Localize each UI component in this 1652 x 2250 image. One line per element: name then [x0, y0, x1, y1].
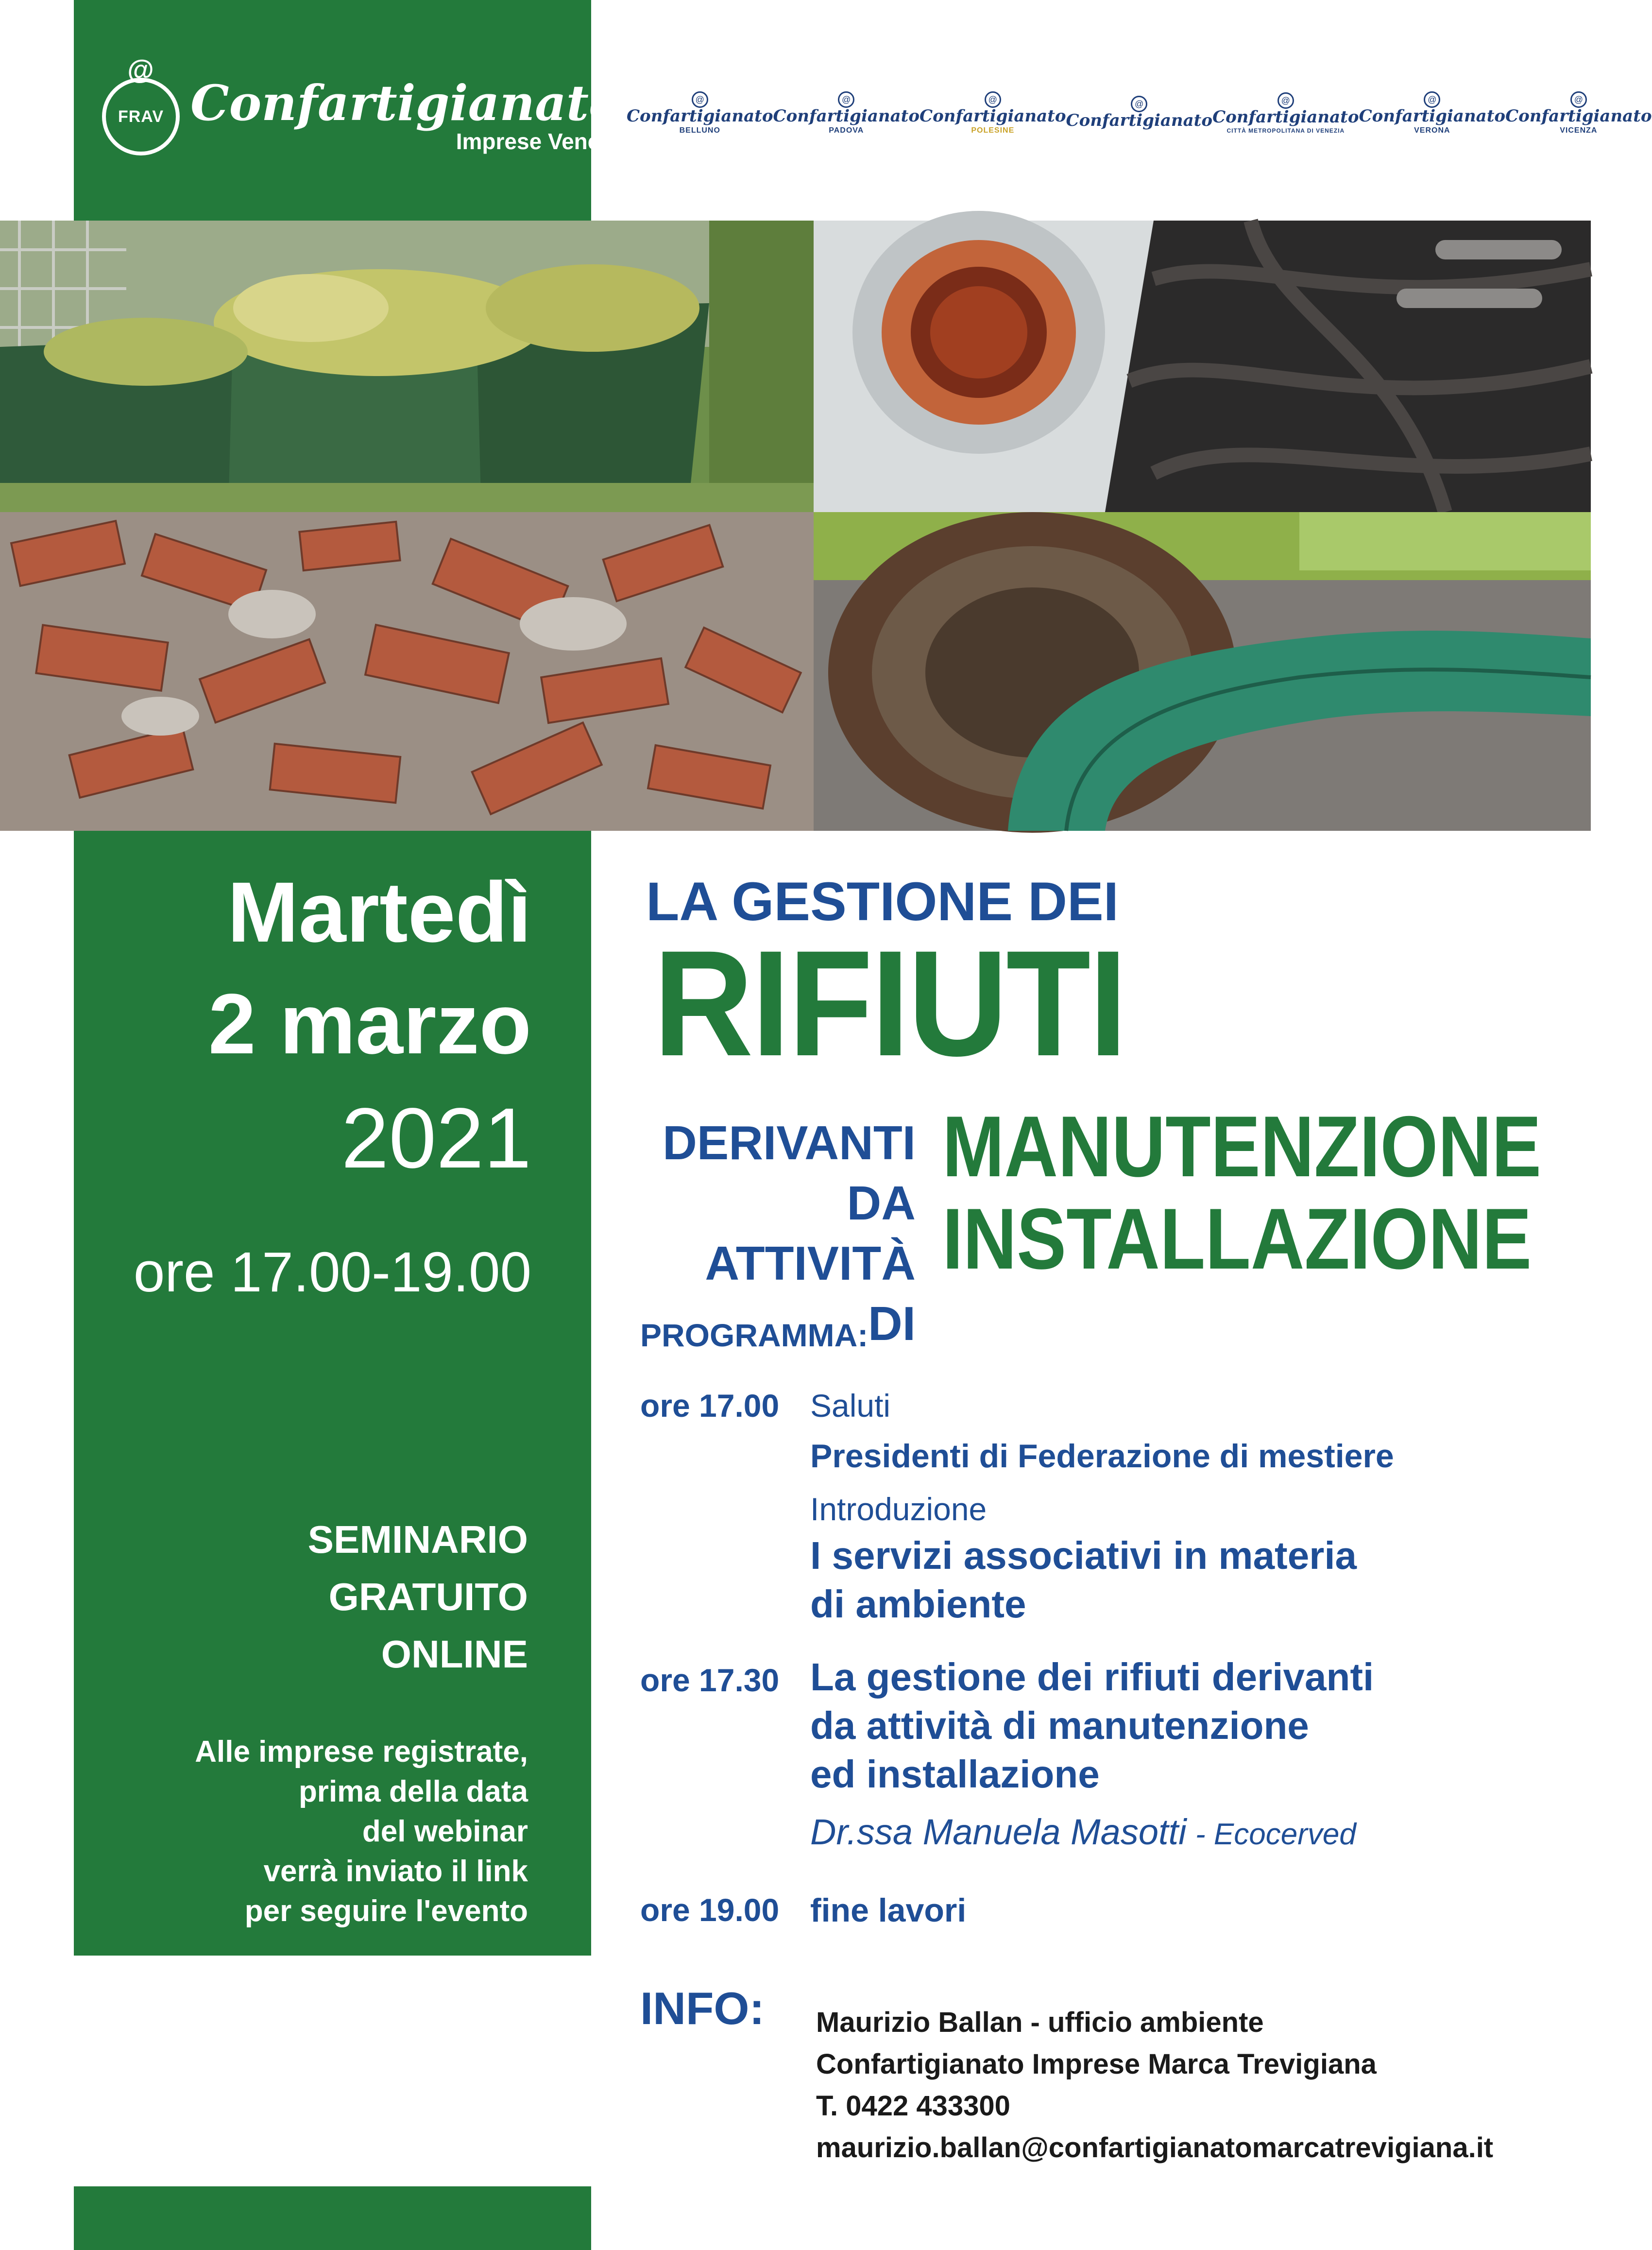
- contact-organization: Confartigianato Imprese Marca Trevigiana: [816, 2048, 1377, 2080]
- seminar-label: SEMINARIO GRATUITO ONLINE: [307, 1518, 528, 1676]
- contact-phone[interactable]: T. 0422 433300: [816, 2090, 1010, 2122]
- photo-green-hose: [814, 512, 1591, 831]
- partner-logo-vicenza: @ Confartigianato VICENZA: [1505, 108, 1652, 135]
- contact-name: Maurizio Ballan - ufficio ambiente: [816, 2007, 1264, 2038]
- program-time: ore 19.00: [640, 1892, 780, 1928]
- program-time: ore 17.00: [640, 1388, 780, 1424]
- contact-email[interactable]: maurizio.ballan@confartigianatomarcatrevigiana.it: [816, 2132, 1494, 2164]
- program-item-title: Presidenti di Federazione di mestiere: [810, 1438, 1394, 1475]
- program-item-title: La gestione dei rifiuti derivanti da attività di manutenzione ed installazione: [810, 1655, 1374, 1796]
- photo-green-waste-bags: [0, 221, 814, 512]
- partner-logo-venezia: @ Confartigianato CITTÀ METROPOLITANA DI VENEZIA: [1212, 109, 1359, 134]
- title-top: LA GESTIONE DEI: [646, 871, 1119, 932]
- title-subtitle-right: MANUTENZIONE INSTALLAZIONE: [942, 1098, 1542, 1287]
- event-date: 2 marzo: [208, 977, 531, 1072]
- footer-band: [74, 2186, 591, 2250]
- confartigianato-veneto-logo: [102, 74, 621, 155]
- photo-pipes-and-cables: [814, 221, 1591, 512]
- program-time: ore 17.30: [640, 1662, 780, 1698]
- title-subtitle-left: DERIVANTI DA ATTIVITÀ DI: [663, 1116, 916, 1350]
- program-item-label: Introduzione: [810, 1491, 987, 1527]
- program-heading: PROGRAMMA:: [640, 1317, 869, 1353]
- partner-logo-treviso: @ Confartigianato: [1066, 112, 1213, 131]
- program-item-title: I servizi associativi in materia di ambiente: [810, 1534, 1357, 1626]
- photo-brick-rubble: [0, 512, 814, 831]
- partner-logo-polesine: @ Confartigianato POLESINE: [920, 108, 1066, 135]
- partner-logo-verona: @ Confartigianato VERONA: [1359, 108, 1506, 135]
- event-day: Martedì: [227, 865, 531, 960]
- program-item-label: Saluti: [810, 1388, 891, 1424]
- program-speaker: Dr.ssa Manuela Masotti - Ecocerved: [810, 1812, 1356, 1852]
- info-heading: INFO:: [640, 1983, 765, 2034]
- logo-mark: @ FRAV: [102, 78, 180, 155]
- program-item-title: fine lavori: [810, 1892, 967, 1929]
- registration-note: Alle imprese registrate, prima della data del webinar verrà inviato il link per seguire l'evento: [195, 1735, 528, 1928]
- partner-logo-padova: @ Confartigianato PADOVA: [773, 108, 920, 135]
- logo-subtitle: Imprese Veneto: [456, 129, 621, 154]
- logo-name: Confartigianato: [190, 74, 621, 132]
- partner-logo-belluno: @ Confartigianato BELLUNO: [627, 108, 773, 135]
- event-year: 2021: [341, 1091, 531, 1186]
- partner-logos: [627, 95, 1652, 148]
- title-main: RIFIUTI: [653, 919, 1126, 1087]
- event-time: ore 17.00-19.00: [133, 1240, 531, 1304]
- contact-info: [816, 2002, 1493, 2169]
